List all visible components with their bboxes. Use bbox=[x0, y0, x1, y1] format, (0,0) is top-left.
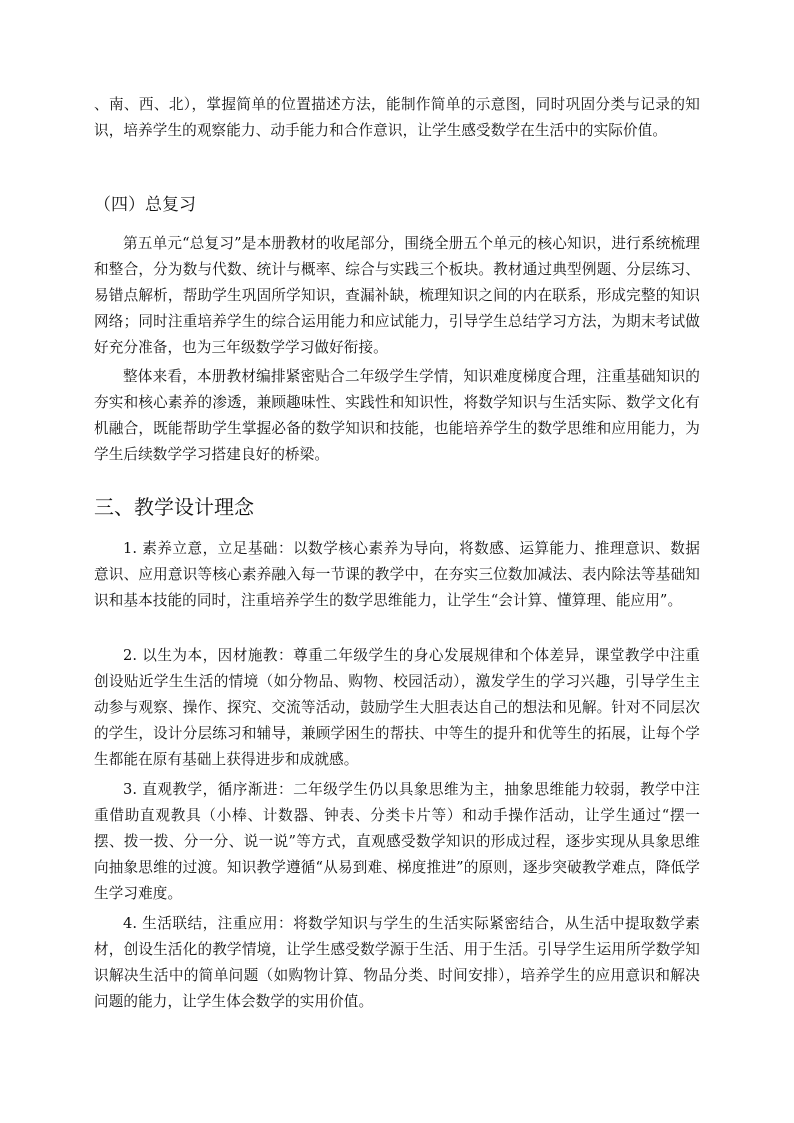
concept-item-4: 4. 生活联结，注重应用：将数学知识与学生的生活实际紧密结合，从生活中提取数学素材，创设生活化的教学情境，让学生感受数学源于生活、用于生活。引导学生运用所学数学知识解决生活中的简单问题（如购物计算、物品分类、时间安排），培养学生的应用意识和解决问题的能力，让学生体会数学的实用价值。 bbox=[94, 915, 700, 1010]
intro-paragraph: 、南、西、北），掌握简单的位置描述方法，能制作简单的示意图，同时巩固分类与记录的知识，培养学生的观察能力、动手能力和合作意识，让学生感受数学在生活中的实际价值。 bbox=[94, 96, 700, 139]
section-heading-design-concept: 三、教学设计理念 bbox=[94, 495, 254, 519]
paragraph-review-unit: 第五单元“总复习”是本册教材的收尾部分，围绕全册五个单元的核心知识，进行系统梳理和整合，分为数与代数、统计与概率、综合与实践三个板块。教材通过典型例题、分层练习、易错点解析，帮助学生巩固所学知识，查漏补缺，梳理知识之间的内在联系，形成完整的知识网络；同时注重培养学生的综合运用能力和应试能力，引导学生总结学习方法，为期末考试做好充分准备，也为三年级数学学习做好衔接。 bbox=[94, 235, 700, 356]
paragraph-overall-summary: 整体来看，本册教材编排紧密贴合二年级学生学情，知识难度梯度合理，注重基础知识的夯实和核心素养的渗透，兼顾趣味性、实践性和知识性，将数学知识与生活实际、数学文化有机融合，既能帮助学生掌握必备的数学知识和技能，也能培养学生的数学思维和应用能力，为学生后续数学学习搭建良好的桥梁。 bbox=[94, 368, 700, 463]
concept-item-3: 3. 直观教学，循序渐进：二年级学生仍以具象思维为主，抽象思维能力较弱，教学中注重借助直观教具（小棒、计数器、钟表、分类卡片等）和动手操作活动，让学生通过“摆一摆、拨一拨、分一分、说一说”等方式，直观感受数学知识的形成过程，逐步实现从具象思维向抽象思维的过渡。知识教学遵循“从易到难、梯度推进”的原则，逐步突破教学难点，降低学生学习难度。 bbox=[94, 781, 700, 902]
concept-item-2: 2. 以生为本，因材施教：尊重二年级学生的身心发展规律和个体差异，课堂教学中注重创设贴近学生生活的情境（如分物品、购物、校园活动），激发学生的学习兴趣，引导学生主动参与观察、操作、探究、交流等活动，鼓励学生大胆表达自己的想法和见解。针对不同层次的学生，设计分层练习和辅导，兼顾学困生的帮扶、中等生的提升和优等生的拓展，让每个学生都能在原有基础上获得进步和成就感。 bbox=[94, 647, 700, 768]
concept-item-1: 1. 素养立意，立足基础：以数学核心素养为导向，将数感、运算能力、推理意识、数据意识、应用意识等核心素养融入每一节课的教学中，在夯实三位数加减法、表内除法等基础知识和基本技能的同时，注重培养学生的数学思维能力，让学生“会计算、懂算理、能应用”。 bbox=[94, 540, 700, 609]
section-heading-review: （四）总复习 bbox=[94, 195, 196, 215]
